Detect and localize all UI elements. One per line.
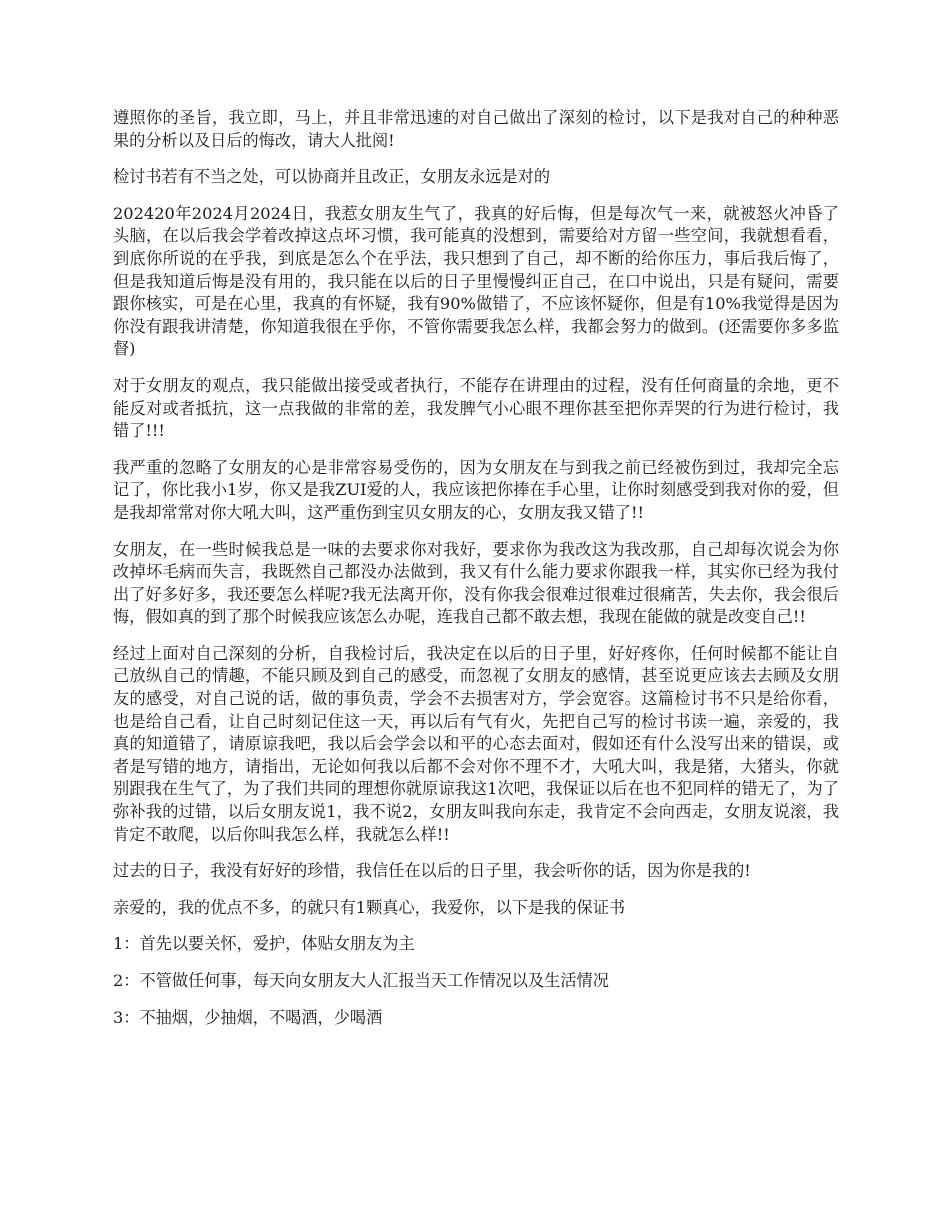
paragraph-demands: 女朋友，在一些时候我总是一味的去要求你对我好，要求你为我改这为我改那，自己却每次说会为你改掉坏毛病而失言，我既然自己都没办法做到，我又有什么能力要求你跟我一样，其实你已经为我付出了好多好多，我还要怎么样呢?我无法离开你，没有你我会很难过很难过很痛苦，失去你，我会很后悔，假如真的到了那个时候我应该怎么办呢，连我自己都不敢去想，我现在能做的就是改变自己!! [113, 539, 839, 627]
pledge-item-3: 3：不抽烟，少抽烟，不喝酒，少喝酒 [113, 1007, 383, 1027]
paragraph-girlfriend-opinion: 对于女朋友的观点，我只能做出接受或者执行，不能存在讲理由的过程，没有任何商量的余地，更不能反对或者抵抗，这一点我做的非常的差，我发脾气小心眼不理你甚至把你弄哭的行为进行检讨，我错了!!! [113, 375, 839, 441]
paragraph-opening: 遵照你的圣旨，我立即，马上，并且非常迅速的对自己做出了深刻的检讨，以下是我对自己的种种恶果的分析以及日后的悔改，请大人批阅! [113, 108, 839, 150]
paragraph-past-days: 过去的日子，我没有好好的珍惜，我信任在以后的日子里，我会听你的话，因为你是我的! [113, 861, 751, 881]
paragraph-note: 检讨书若有不当之处，可以协商并且改正，女朋友永远是对的 [113, 167, 551, 187]
paragraph-neglect: 我严重的忽略了女朋友的心是非常容易受伤的，因为女朋友在与到我之前已经被伤到过，我却完全忘记了，你比我小1岁，你又是我ZUI爱的人，我应该把你捧在手心里，让你时刻感受到我对你的爱，但是我却常常对你大吼大叫，这严重伤到宝贝女朋友的心，女朋友我又错了!! [113, 457, 839, 522]
paragraph-date-regret: 202420年2024月2024日，我惹女朋友生气了，我真的好后悔，但是每次气一来，就被怒火冲昏了头脑，在以后我会学着改掉这点坏习惯，我可能真的没想到，需要给对方留一些空间，我就想看看，到底你所说的在乎我，到底是怎么个在乎法，我只想到了自己，却不断的给你压力，事后我后悔了，但是我知道后悔是没有用的，我只能在以后的日子里慢慢纠正自己，在口中说出，只是有疑问，需要跟你核实，可是在心里，我真的有怀疑，我有90%做错了，不应该怀疑你，但是有10%我觉得是因为你没有跟我讲清楚，你知道我很在乎你，不管你需要我怎么样，我都会努力的做到。(还需要你多多监督) [113, 203, 839, 359]
paragraph-pledge-intro: 亲爱的，我的优点不多，的就只有1颗真心，我爱你，以下是我的保证书 [113, 897, 626, 917]
document-page [113, 107, 839, 1043]
pledge-item-2: 2：不管做任何事，每天向女朋友大人汇报当天工作情况以及生活情况 [113, 971, 609, 990]
paragraph-analysis: 经过上面对自己深刻的分析，自我检讨后，我决定在以后的日子里，好好疼你，任何时候都不能让自己放纵自己的情趣，不能只顾及到自己的感受，而忽视了女朋友的感情，甚至说更应该去去顾及女朋友的感受，对自己说的话，做的事负责，学会不去损害对方，学会宽容。这篇检讨书不只是给你看，也是给自己看，让自己时刻记住这一天，再以后有气有火，先把自己写的检讨书读一遍，亲爱的，我真的知道错了，请原谅我吧，我以后会学会以和平的心态去面对，假如还有什么没写出来的错误，或者是写错的地方，请指出，无论如何我以后都不会对你不理不才，大吼大叫，我是猪，大猪头，你就别跟我在生气了，为了我们共同的理想你就原谅我这1次吧，我保证以后在也不犯同样的错无了，为了弥补我的过错，以后女朋友说1，我不说2，女朋友叫我向东走，我肯定不会向西走，女朋友说滚，我肯定不敢爬，以后你叫我怎么样，我就怎么样!! [113, 643, 839, 844]
pledge-item-1: 1：首先以要关怀，爱护，体贴女朋友为主 [113, 934, 415, 954]
